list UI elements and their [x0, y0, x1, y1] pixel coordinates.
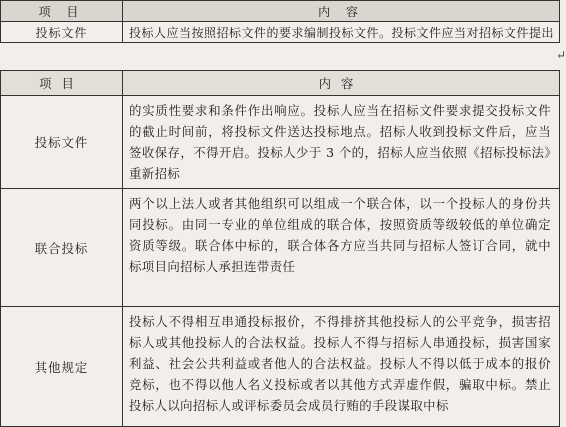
fragment-header-item: 项 目: [1, 1, 123, 22]
row-text-bid-documents: 的实质性要求和条件作出响应。投标人应当在招标文件要求提交投标文件的截止时间前，将投标文件送达投标地点。招标人收到投标文件后，应当签收保存，不得开启。投标人少于 3 个的，招标人应当依照《招标投标法》重新招标: [123, 96, 560, 189]
header-content: 内容: [123, 71, 560, 96]
top-table-fragment: [0, 0, 560, 43]
table-row: [1, 307, 560, 427]
fragment-row-text: 投标人应当按照招标文件的要求编制投标文件。投标文件应当对招标文件提出: [123, 22, 560, 43]
row-label-joint-bid: 联合投标: [1, 189, 123, 307]
bidding-rules-table: [0, 70, 560, 427]
row-text-other-rules: 投标人不得相互串通投标报价，不得排挤其他投标人的公平竞争，损害招标人或其他投标人的合法权益。投标人不得与招标人串通投标，损害国家利益、社会公共利益或者他人的合法权益。投标人不得以低于成本的报价竞标，也不得以他人名义投标或者以其他方式弄虚作假，骗取中标。禁止投标人以向招标人或评标委员会成员行贿的手段谋取中标: [123, 307, 560, 427]
table-row: [1, 189, 560, 307]
table-row: [1, 96, 560, 189]
row-label-bid-documents: 投标文件: [1, 96, 123, 189]
row-label-other-rules: 其他规定: [1, 307, 123, 427]
header-item: 项目: [1, 71, 123, 96]
table-header-row: [1, 71, 560, 96]
row-text-joint-bid: 两个以上法人或者其他组织可以组成一个联合体，以一个投标人的身份共同投标。由同一专业的单位组成的联合体，按照资质等级较低的单位确定资质等级。联合体中标的，联合体各方应当共同与招标人签订合同，就中标项目向招标人承担连带责任: [123, 189, 560, 307]
fragment-header-content: 内 容: [123, 1, 560, 22]
fragment-row-label: 投标文件: [1, 22, 123, 43]
return-mark: ↵: [556, 48, 566, 62]
